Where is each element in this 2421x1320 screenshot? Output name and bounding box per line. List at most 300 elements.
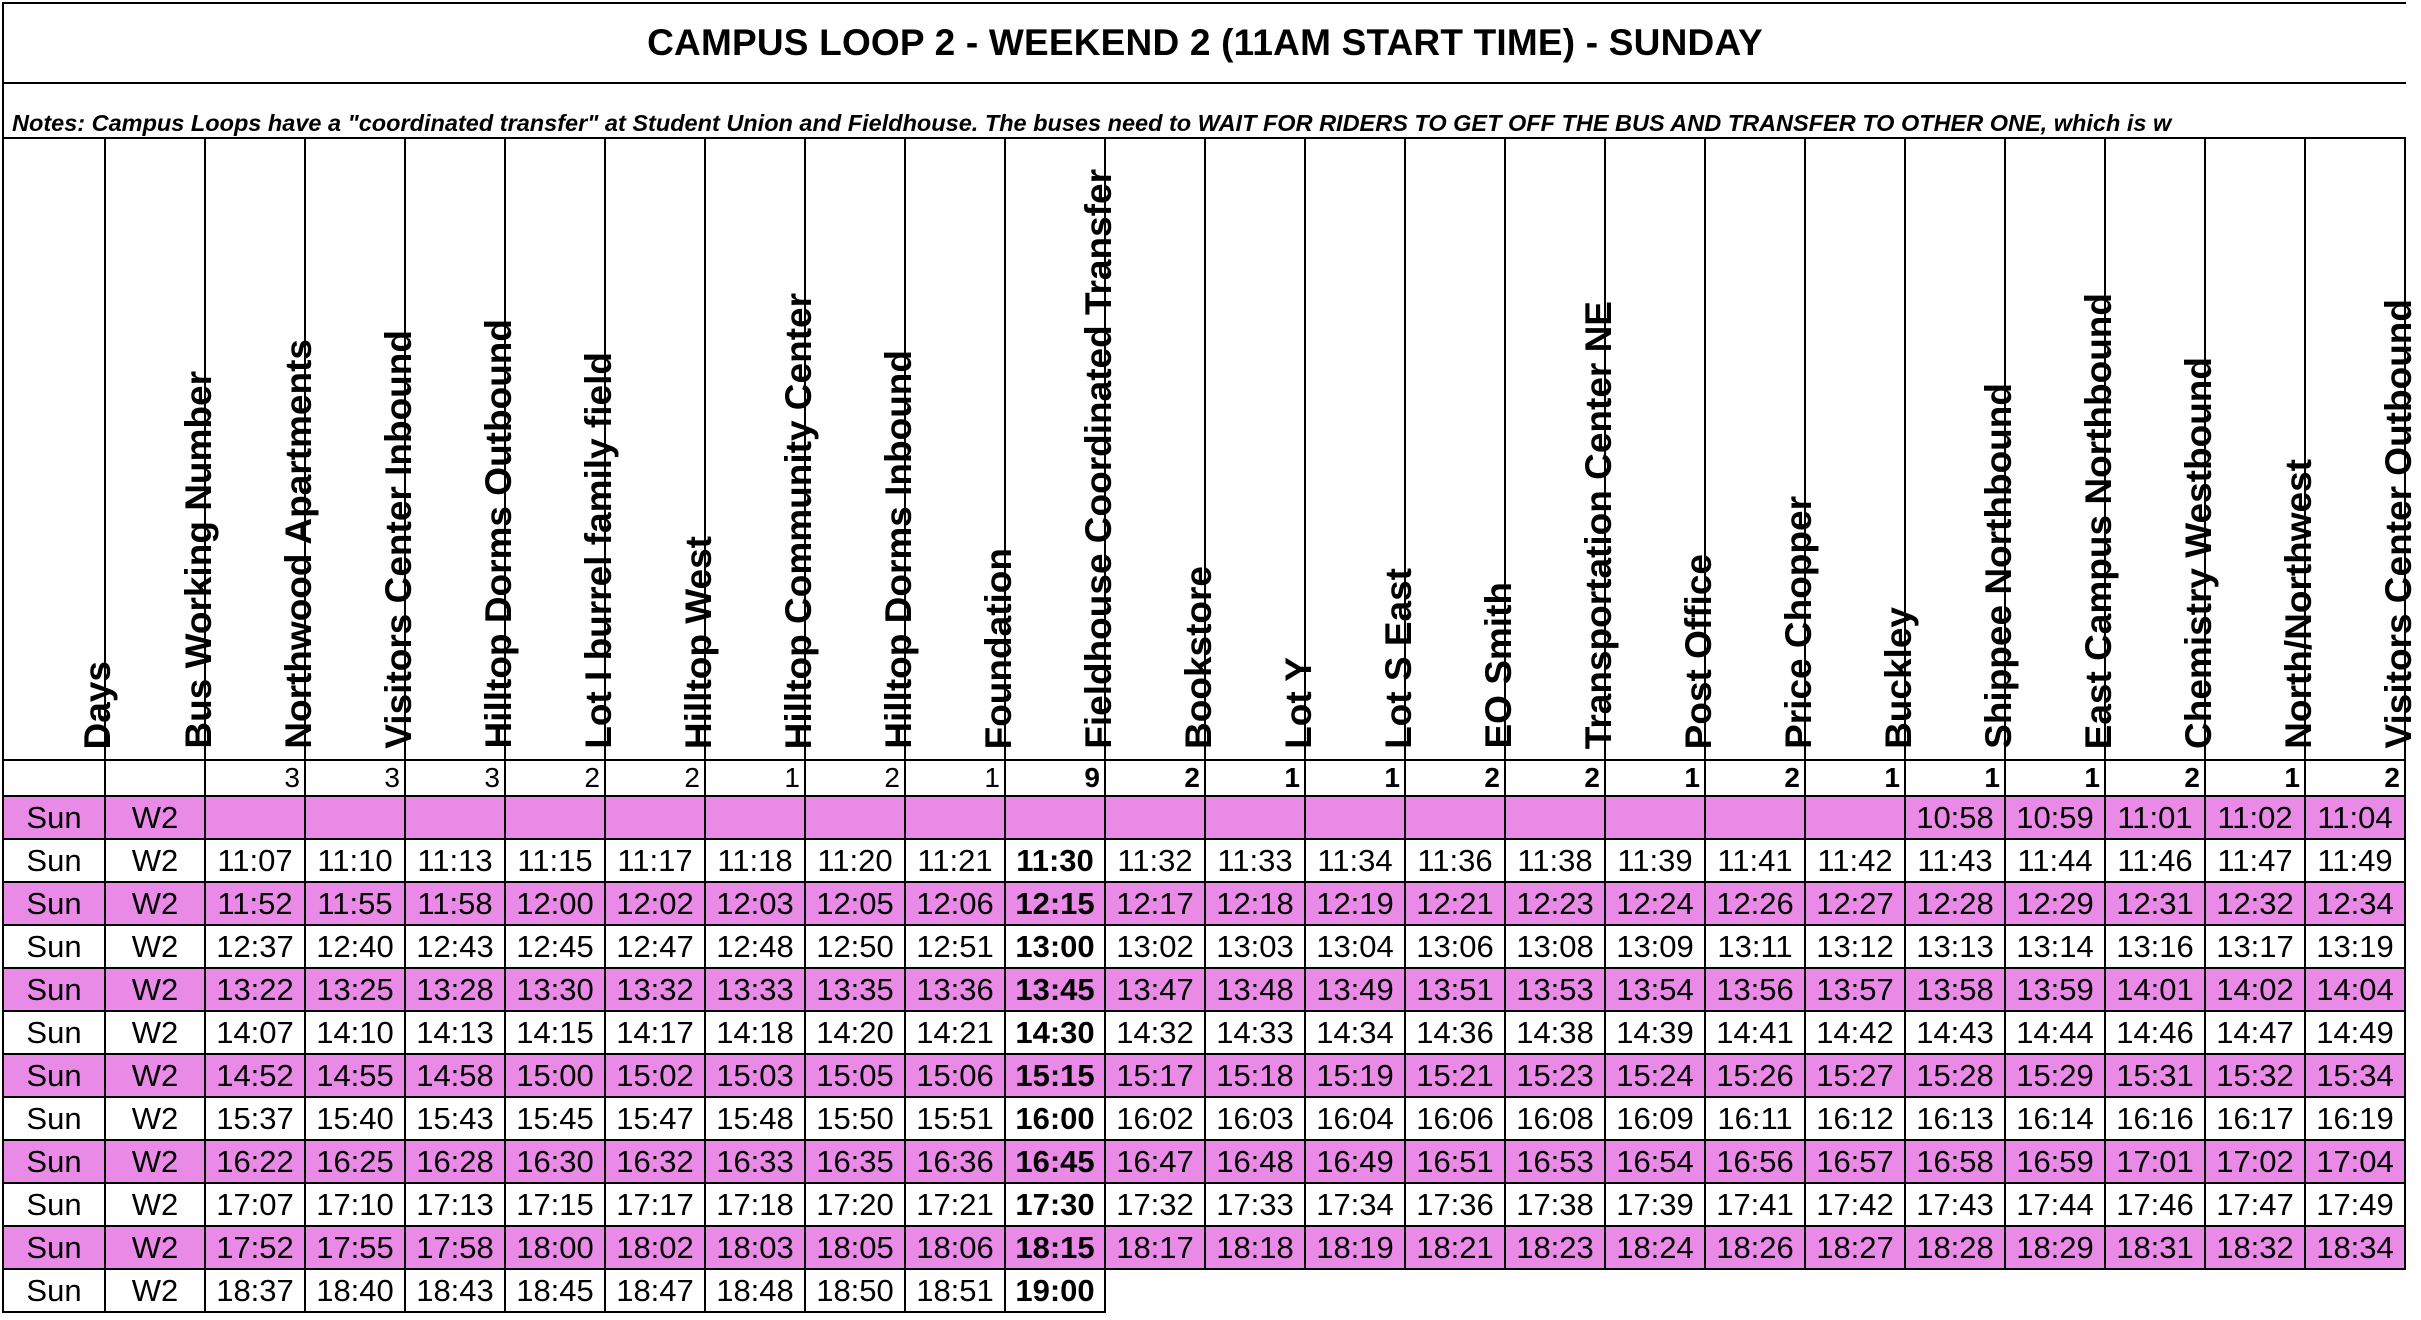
time-cell: 16:03 [1205, 1097, 1305, 1140]
day-cell: Sun [3, 839, 105, 882]
time-cell: 12:26 [1705, 882, 1805, 925]
time-cell: 12:31 [2105, 882, 2205, 925]
empty-cell [1205, 1269, 1305, 1312]
time-cell: 18:06 [905, 1226, 1005, 1269]
bus-number-cell: W2 [105, 968, 205, 1011]
time-cell: 12:43 [405, 925, 505, 968]
day-cell: Sun [3, 1097, 105, 1140]
table-row [3, 1011, 2405, 1054]
time-cell: 15:47 [605, 1097, 705, 1140]
column-header-label: Foundation [978, 547, 1019, 749]
time-cell: 11:02 [2205, 796, 2305, 839]
time-cell: 16:48 [1205, 1140, 1305, 1183]
time-cell: 13:51 [1405, 968, 1505, 1011]
stop-count-cell: 1 [1305, 760, 1405, 796]
time-cell: 14:07 [205, 1011, 305, 1054]
time-cell: 11:44 [2005, 839, 2105, 882]
column-header-label: Lot Y [1278, 657, 1319, 749]
time-cell: 16:09 [1605, 1097, 1705, 1140]
column-header [805, 138, 919, 760]
time-cell: 11:13 [405, 839, 505, 882]
time-cell: 13:13 [1905, 925, 2005, 968]
time-cell: 11:47 [2205, 839, 2305, 882]
time-cell: 18:23 [1505, 1226, 1605, 1269]
time-cell: 13:22 [205, 968, 305, 1011]
time-cell: 17:17 [605, 1183, 705, 1226]
time-cell: 12:27 [1805, 882, 1905, 925]
time-cell: 15:51 [905, 1097, 1005, 1140]
time-cell: 14:46 [2105, 1011, 2205, 1054]
time-cell: 13:02 [1105, 925, 1205, 968]
table-row [3, 882, 2405, 925]
time-cell: 13:56 [1705, 968, 1805, 1011]
time-cell: 11:46 [2105, 839, 2205, 882]
column-header-label: Lot S East [1378, 568, 1419, 749]
time-cell: 12:17 [1105, 882, 1205, 925]
time-cell: 13:59 [2005, 968, 2105, 1011]
time-cell: 18:02 [605, 1226, 705, 1269]
time-cell: 14:33 [1205, 1011, 1305, 1054]
time-cell: 13:17 [2205, 925, 2305, 968]
column-header [305, 138, 419, 760]
day-cell: Sun [3, 968, 105, 1011]
time-cell: 17:55 [305, 1226, 405, 1269]
time-cell: 18:18 [1205, 1226, 1305, 1269]
time-cell [1305, 796, 1405, 839]
stop-count-cell: 2 [805, 760, 905, 796]
time-cell: 18:48 [705, 1269, 805, 1312]
time-cell: 12:47 [605, 925, 705, 968]
time-cell: 15:45 [505, 1097, 605, 1140]
time-cell: 17:02 [2205, 1140, 2305, 1183]
time-cell: 14:43 [1905, 1011, 2005, 1054]
time-cell: 14:47 [2205, 1011, 2305, 1054]
time-cell: 13:28 [405, 968, 505, 1011]
time-cell: 18:45 [505, 1269, 605, 1312]
time-cell: 13:57 [1805, 968, 1905, 1011]
time-cell: 14:41 [1705, 1011, 1805, 1054]
bus-number-cell: W2 [105, 1226, 205, 1269]
time-cell: 15:15 [1005, 1054, 1105, 1097]
table-row [3, 1097, 2405, 1140]
time-cell: 17:13 [405, 1183, 505, 1226]
table-row [3, 1226, 2405, 1269]
time-cell: 11:21 [905, 839, 1005, 882]
time-cell: 11:34 [1305, 839, 1405, 882]
time-cell: 12:51 [905, 925, 1005, 968]
time-cell: 13:33 [705, 968, 805, 1011]
day-cell: Sun [3, 796, 105, 839]
column-header [105, 138, 219, 760]
time-cell: 11:04 [2305, 796, 2405, 839]
column-header [1305, 138, 1419, 760]
empty-cell [1505, 1269, 1605, 1312]
stop-count-row [3, 760, 2405, 796]
schedule-table [2, 137, 2419, 1313]
time-cell: 12:23 [1505, 882, 1605, 925]
time-cell: 15:05 [805, 1054, 905, 1097]
time-cell: 17:38 [1505, 1183, 1605, 1226]
time-cell: 16:59 [2005, 1140, 2105, 1183]
time-cell: 15:26 [1705, 1054, 1805, 1097]
time-cell: 11:18 [705, 839, 805, 882]
time-cell: 12:29 [2005, 882, 2105, 925]
time-cell: 11:58 [405, 882, 505, 925]
time-cell: 14:15 [505, 1011, 605, 1054]
time-cell: 12:24 [1605, 882, 1705, 925]
time-cell [1805, 796, 1905, 839]
time-cell: 12:15 [1005, 882, 1105, 925]
time-cell: 14:42 [1805, 1011, 1905, 1054]
time-cell: 14:36 [1405, 1011, 1505, 1054]
time-cell: 16:25 [305, 1140, 405, 1183]
stop-count-cell: 1 [2005, 760, 2105, 796]
time-cell [705, 796, 805, 839]
stop-count-cell: 2 [505, 760, 605, 796]
column-header-label: Hilltop West [678, 535, 719, 749]
time-cell: 18:15 [1005, 1226, 1105, 1269]
time-cell: 16:47 [1105, 1140, 1205, 1183]
time-cell: 12:45 [505, 925, 605, 968]
time-cell: 15:18 [1205, 1054, 1305, 1097]
time-cell: 16:16 [2105, 1097, 2205, 1140]
empty-cell [1605, 1269, 1705, 1312]
bus-number-cell: W2 [105, 925, 205, 968]
time-cell: 13:36 [905, 968, 1005, 1011]
stop-count-cell: 2 [2105, 760, 2205, 796]
time-cell: 14:52 [205, 1054, 305, 1097]
stop-count-cell: 1 [1205, 760, 1305, 796]
column-header-label: Hilltop Community Center [778, 292, 819, 749]
bus-number-cell: W2 [105, 1269, 205, 1312]
time-cell: 14:21 [905, 1011, 1005, 1054]
time-cell: 16:53 [1505, 1140, 1605, 1183]
time-cell: 16:45 [1005, 1140, 1105, 1183]
day-cell: Sun [3, 1183, 105, 1226]
time-cell: 12:40 [305, 925, 405, 968]
time-cell: 11:39 [1605, 839, 1705, 882]
time-cell: 11:49 [2305, 839, 2405, 882]
time-cell: 11:15 [505, 839, 605, 882]
time-cell: 15:24 [1605, 1054, 1705, 1097]
time-cell: 16:13 [1905, 1097, 2005, 1140]
time-cell: 17:07 [205, 1183, 305, 1226]
time-cell: 11:32 [1105, 839, 1205, 882]
time-cell: 11:55 [305, 882, 405, 925]
time-cell: 16:32 [605, 1140, 705, 1183]
time-cell: 13:48 [1205, 968, 1305, 1011]
time-cell: 15:03 [705, 1054, 805, 1097]
time-cell: 17:33 [1205, 1183, 1305, 1226]
notes-text: Notes: Campus Loops have a "coordinated transfer" at Student Union and Fieldhouse. The buses need to WAIT FOR RIDERS TO GET OFF THE BUS AND TRANSFER TO OTHER ONE, which is w [12, 110, 2172, 136]
time-cell: 18:51 [905, 1269, 1005, 1312]
time-cell [1605, 796, 1705, 839]
time-cell: 12:34 [2305, 882, 2405, 925]
empty-cell [1105, 1269, 1205, 1312]
time-cell: 16:08 [1505, 1097, 1605, 1140]
time-cell: 13:58 [1905, 968, 2005, 1011]
title-bar [2, 2, 2406, 82]
column-header-label: Transportation Center NE [1578, 300, 1619, 749]
time-cell: 12:28 [1905, 882, 2005, 925]
time-cell [1105, 796, 1205, 839]
column-header-label: Price Chopper [1778, 496, 1819, 749]
time-cell: 16:35 [805, 1140, 905, 1183]
time-cell: 12:00 [505, 882, 605, 925]
time-cell: 13:08 [1505, 925, 1605, 968]
column-header [3, 138, 118, 760]
bus-number-cell: W2 [105, 1183, 205, 1226]
time-cell: 13:54 [1605, 968, 1705, 1011]
time-cell [1005, 796, 1105, 839]
time-cell: 17:15 [505, 1183, 605, 1226]
bus-number-cell: W2 [105, 796, 205, 839]
empty-cell [1305, 1269, 1405, 1312]
time-cell: 17:52 [205, 1226, 305, 1269]
time-cell: 16:02 [1105, 1097, 1205, 1140]
time-cell [905, 796, 1005, 839]
time-cell: 15:17 [1105, 1054, 1205, 1097]
bus-number-cell: W2 [105, 1140, 205, 1183]
time-cell: 14:30 [1005, 1011, 1105, 1054]
time-cell: 17:10 [305, 1183, 405, 1226]
stop-count-cell: 2 [1505, 760, 1605, 796]
stop-count-cell [3, 760, 105, 796]
time-cell: 17:43 [1905, 1183, 2005, 1226]
time-cell: 14:20 [805, 1011, 905, 1054]
column-header [1005, 138, 1119, 760]
time-cell: 15:00 [505, 1054, 605, 1097]
time-cell: 13:11 [1705, 925, 1805, 968]
time-cell: 10:58 [1905, 796, 2005, 839]
time-cell: 14:34 [1305, 1011, 1405, 1054]
column-header [405, 138, 519, 760]
header-row [3, 138, 2405, 760]
stop-count-cell [105, 760, 205, 796]
time-cell: 17:39 [1605, 1183, 1705, 1226]
time-cell: 17:47 [2205, 1183, 2305, 1226]
table-row [3, 839, 2405, 882]
time-cell: 18:28 [1905, 1226, 2005, 1269]
time-cell: 18:50 [805, 1269, 905, 1312]
notes-bar [2, 82, 2406, 139]
table-row [3, 1183, 2405, 1226]
column-header [1205, 138, 1319, 760]
column-header [505, 138, 619, 760]
time-cell: 16:36 [905, 1140, 1005, 1183]
time-cell: 15:27 [1805, 1054, 1905, 1097]
time-cell: 18:43 [405, 1269, 505, 1312]
day-cell: Sun [3, 1140, 105, 1183]
time-cell: 18:37 [205, 1269, 305, 1312]
time-cell: 11:17 [605, 839, 705, 882]
time-cell: 14:04 [2305, 968, 2405, 1011]
time-cell: 15:02 [605, 1054, 705, 1097]
time-cell: 14:01 [2105, 968, 2205, 1011]
column-header [1405, 138, 1519, 760]
time-cell [1705, 796, 1805, 839]
stop-count-cell: 1 [1805, 760, 1905, 796]
column-header [905, 138, 1019, 760]
column-header [1805, 138, 1919, 760]
empty-cell [2305, 1269, 2405, 1312]
column-header-label: Fieldhouse Coordinated Transfer [1078, 169, 1119, 749]
stop-count-cell: 3 [205, 760, 305, 796]
table-row [3, 796, 2405, 839]
table-row [3, 1054, 2405, 1097]
time-cell: 15:32 [2205, 1054, 2305, 1097]
table-row [3, 925, 2405, 968]
time-cell: 16:58 [1905, 1140, 2005, 1183]
time-cell: 16:12 [1805, 1097, 1905, 1140]
day-cell: Sun [3, 1269, 105, 1312]
column-header-label: Lot I burrel family field [578, 352, 619, 749]
table-row [3, 1269, 2405, 1312]
time-cell: 15:37 [205, 1097, 305, 1140]
time-cell: 12:05 [805, 882, 905, 925]
time-cell: 15:21 [1405, 1054, 1505, 1097]
time-cell: 18:26 [1705, 1226, 1805, 1269]
table-row [3, 968, 2405, 1011]
time-cell: 13:53 [1505, 968, 1605, 1011]
time-cell: 17:41 [1705, 1183, 1805, 1226]
time-cell: 16:54 [1605, 1140, 1705, 1183]
time-cell: 10:59 [2005, 796, 2105, 839]
time-cell: 11:38 [1505, 839, 1605, 882]
time-cell: 14:58 [405, 1054, 505, 1097]
time-cell: 13:32 [605, 968, 705, 1011]
time-cell: 18:27 [1805, 1226, 1905, 1269]
empty-cell [2105, 1269, 2205, 1312]
column-header-label: Hilltop Dorms Outbound [478, 319, 519, 749]
stop-count-cell: 3 [305, 760, 405, 796]
time-cell: 17:20 [805, 1183, 905, 1226]
time-cell: 16:28 [405, 1140, 505, 1183]
stop-count-cell: 2 [1405, 760, 1505, 796]
time-cell: 18:32 [2205, 1226, 2305, 1269]
time-cell: 18:31 [2105, 1226, 2205, 1269]
time-cell: 16:04 [1305, 1097, 1405, 1140]
time-cell: 15:50 [805, 1097, 905, 1140]
time-cell: 13:19 [2305, 925, 2405, 968]
column-header-label: Northwood Apartments [278, 339, 319, 749]
time-cell: 16:57 [1805, 1140, 1905, 1183]
time-cell: 18:47 [605, 1269, 705, 1312]
time-cell: 17:01 [2105, 1140, 2205, 1183]
time-cell: 18:19 [1305, 1226, 1405, 1269]
time-cell: 12:03 [705, 882, 805, 925]
time-cell: 17:42 [1805, 1183, 1905, 1226]
time-cell: 11:20 [805, 839, 905, 882]
time-cell: 13:16 [2105, 925, 2205, 968]
time-cell [1205, 796, 1305, 839]
time-cell: 16:19 [2305, 1097, 2405, 1140]
column-header-label: Bus Working Number [178, 371, 219, 749]
time-cell: 14:32 [1105, 1011, 1205, 1054]
day-cell: Sun [3, 925, 105, 968]
time-cell: 12:21 [1405, 882, 1505, 925]
time-cell [1505, 796, 1605, 839]
time-cell [605, 796, 705, 839]
time-cell: 16:00 [1005, 1097, 1105, 1140]
time-cell: 15:48 [705, 1097, 805, 1140]
time-cell: 15:06 [905, 1054, 1005, 1097]
time-cell: 18:24 [1605, 1226, 1705, 1269]
bus-number-cell: W2 [105, 1054, 205, 1097]
bus-number-cell: W2 [105, 882, 205, 925]
time-cell: 11:52 [205, 882, 305, 925]
time-cell: 17:18 [705, 1183, 805, 1226]
time-cell: 18:29 [2005, 1226, 2105, 1269]
time-cell: 12:18 [1205, 882, 1305, 925]
column-header [1605, 138, 1719, 760]
time-cell: 16:51 [1405, 1140, 1505, 1183]
time-cell: 11:10 [305, 839, 405, 882]
time-cell: 13:47 [1105, 968, 1205, 1011]
stop-count-cell: 1 [705, 760, 805, 796]
time-cell: 16:30 [505, 1140, 605, 1183]
time-cell [1405, 796, 1505, 839]
time-cell: 16:11 [1705, 1097, 1805, 1140]
time-cell: 12:02 [605, 882, 705, 925]
time-cell: 14:02 [2205, 968, 2305, 1011]
empty-cell [1905, 1269, 2005, 1312]
column-header [2005, 138, 2119, 760]
stop-count-cell: 1 [2205, 760, 2305, 796]
time-cell: 13:12 [1805, 925, 1905, 968]
column-header-label: Hilltop Dorms Inbound [878, 350, 919, 749]
column-header-label: Post Office [1678, 553, 1719, 749]
column-header [605, 138, 719, 760]
time-cell: 13:06 [1405, 925, 1505, 968]
column-header [2305, 138, 2419, 760]
time-cell [305, 796, 405, 839]
stop-count-cell: 2 [2305, 760, 2405, 796]
column-header-label: Visitors Center Inbound [378, 330, 419, 749]
column-header-label: Buckley [1878, 607, 1919, 749]
column-header-label: Days [77, 660, 118, 749]
column-header [2105, 138, 2219, 760]
time-cell: 18:05 [805, 1226, 905, 1269]
time-cell: 15:28 [1905, 1054, 2005, 1097]
time-cell: 17:44 [2005, 1183, 2105, 1226]
day-cell: Sun [3, 1054, 105, 1097]
time-cell: 13:14 [2005, 925, 2105, 968]
day-cell: Sun [3, 882, 105, 925]
time-cell: 16:06 [1405, 1097, 1505, 1140]
time-cell: 14:17 [605, 1011, 705, 1054]
time-cell: 13:30 [505, 968, 605, 1011]
time-cell: 17:30 [1005, 1183, 1105, 1226]
column-header [1705, 138, 1819, 760]
column-header-label: Chemistry Westbound [2178, 357, 2219, 749]
time-cell: 11:43 [1905, 839, 2005, 882]
empty-cell [1805, 1269, 1905, 1312]
column-header-label: Shippee Northbound [1978, 383, 2019, 749]
time-cell: 17:34 [1305, 1183, 1405, 1226]
day-cell: Sun [3, 1226, 105, 1269]
time-cell: 11:07 [205, 839, 305, 882]
bus-number-cell: W2 [105, 1097, 205, 1140]
column-header [1105, 138, 1219, 760]
time-cell: 11:41 [1705, 839, 1805, 882]
time-cell: 12:06 [905, 882, 1005, 925]
bus-number-cell: W2 [105, 839, 205, 882]
time-cell: 13:49 [1305, 968, 1405, 1011]
stop-count-cell: 2 [1105, 760, 1205, 796]
time-cell: 11:36 [1405, 839, 1505, 882]
time-cell: 17:36 [1405, 1183, 1505, 1226]
